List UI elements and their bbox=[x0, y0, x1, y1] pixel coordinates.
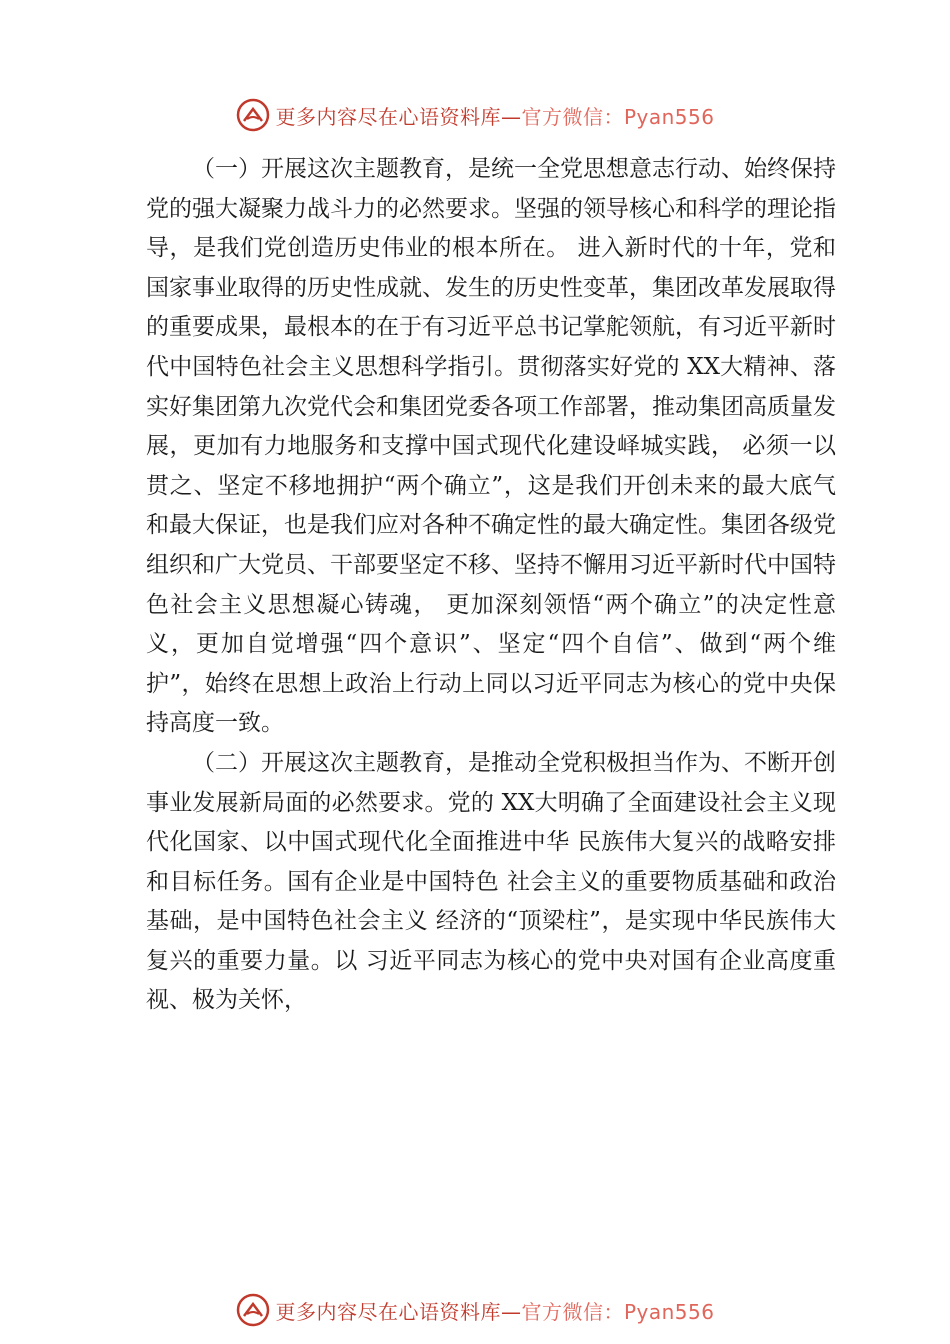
watermark-text bbox=[275, 1296, 714, 1325]
footer-watermark bbox=[0, 1290, 950, 1330]
watermark-dash: — bbox=[500, 1299, 522, 1324]
watermark-left: 更多内容尽在心语资料库 bbox=[275, 104, 501, 129]
watermark-right: 官方微信：Pyan556 bbox=[521, 1299, 715, 1324]
header-watermark bbox=[0, 95, 950, 135]
watermark-right: 官方微信：Pyan556 bbox=[521, 104, 715, 129]
watermark-left: 更多内容尽在心语资料库 bbox=[275, 1299, 501, 1324]
book-logo-icon bbox=[235, 97, 271, 133]
watermark-dash: — bbox=[500, 104, 522, 129]
paragraph-1: （一）开展这次主题教育，是统一全党思想意志行动、始终保持党的强大凝聚力战斗力的必然要求。坚强的领导核心和科学的理论指导，是我们党创造历史伟业的根本所在。 进入新时代的十年，党和国家事业取得的历史性成就、发生的历史性变革，集团改革发展取得的重要成果，最根本的在于有习近平总书记掌舵领航，有习近平新时代中国特色社会主义思想科学指引。贯彻落实好党的 XX大精神、落实好集团第九次党代会和集团党委各项工作部署，推动集团高质量发展，更加有力地服务和支撑中国式现代化建设峄城实践， 必须一以贯之、坚定不移地拥护“两个确立”，这是我们开创未来的最大底气和最大保证，也是我们应对各种不确定性的最大确定性。集团各级党组织和广大党员、干部要坚定不移、坚持不懈用习近平新时代中国特色社会主义思想凝心铸魂， 更加深刻领悟“两个确立”的决定性意义，更加自觉增强“四个意识”、坚定“四个自信”、做到“两个维护”，始终在思想上政治上行动上同以习近平同志为核心的党中央保持高度一致。 bbox=[146, 156, 836, 737]
book-logo-icon bbox=[235, 1292, 271, 1328]
watermark-text bbox=[275, 101, 714, 130]
paragraph-2: （二）开展这次主题教育，是推动全党积极担当作为、不断开创事业发展新局面的必然要求。党的 XX大明确了全面建设社会主义现代化国家、以中国式现代化全面推进中华 民族伟大复兴的战略安排和目标任务。国有企业是中国特色 社会主义的重要物质基础和政治基础，是中国特色社会主义 经济的“顶梁柱”，是实现中华民族伟大复兴的重要力量。以 习近平同志为核心的党中央对国有企业高度重视、极为关怀， bbox=[146, 749, 836, 1014]
document-body bbox=[146, 150, 836, 1021]
